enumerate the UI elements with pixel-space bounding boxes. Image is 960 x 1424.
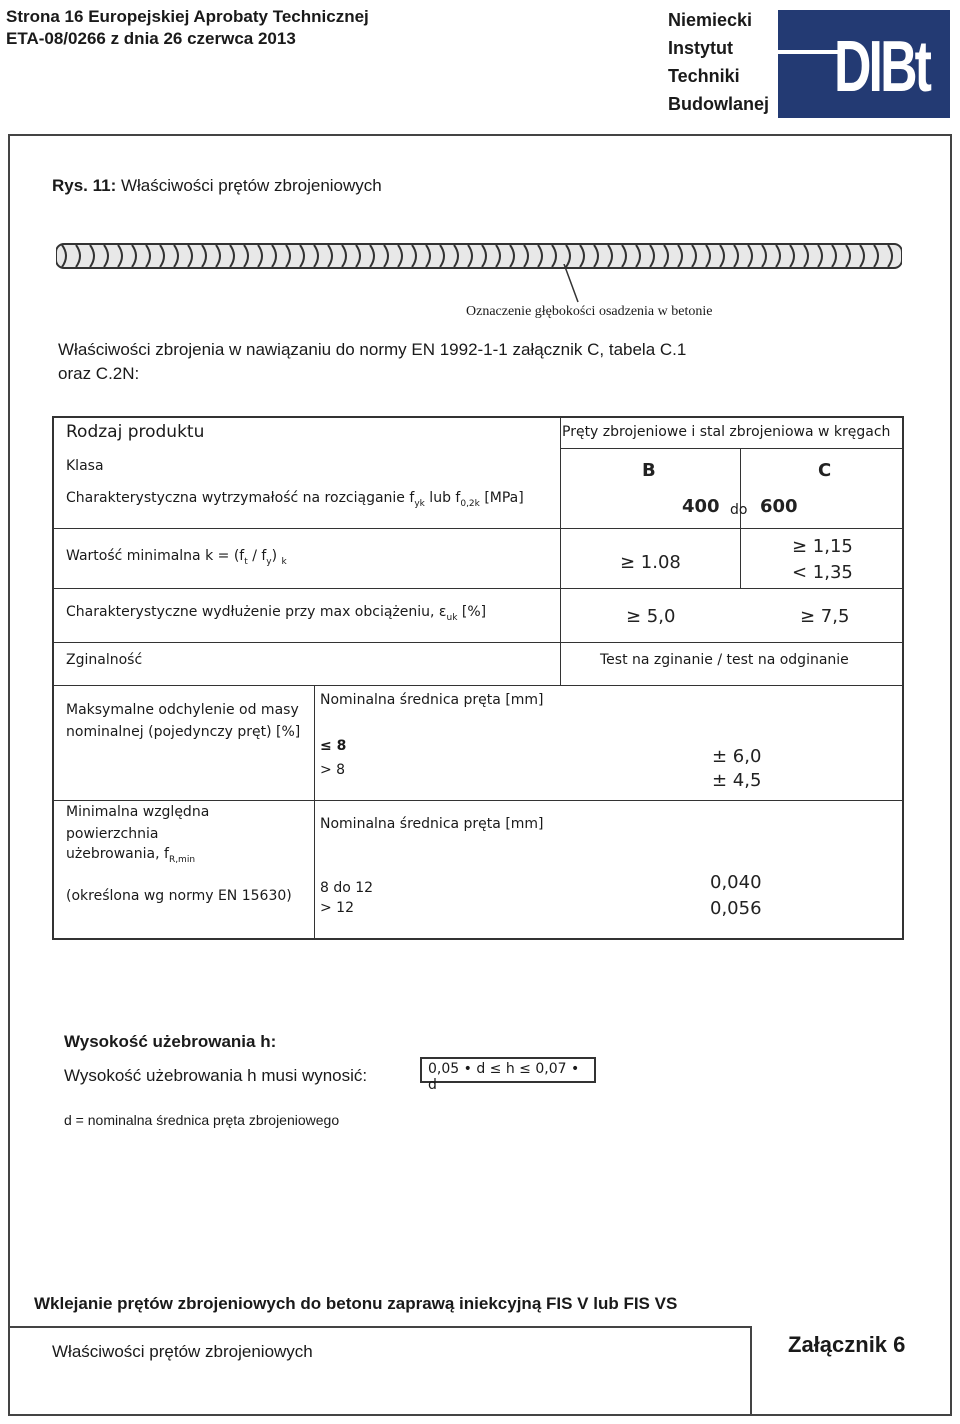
elongation-c: ≥ 7,5: [800, 606, 850, 627]
diameter-note: d = nominalna średnica pręta zbrojeniowego: [64, 1112, 340, 1128]
header-left: [6, 6, 369, 50]
institute-line-3: Techniki: [668, 66, 740, 86]
rebar-illustration: [56, 236, 902, 276]
k-value-c-max: < 1,35: [792, 562, 853, 583]
rebar-caption: Oznaczenie głębokości osadzenia w betonie: [466, 304, 713, 319]
mass-label-2: nominalnej (pojedynczy pręt) [%]: [66, 724, 301, 740]
rib-diameter-2: > 12: [320, 900, 354, 916]
strength-min: 400: [682, 496, 720, 517]
intro-text: Właściwości zbrojenia w nawiązaniu do normy EN 1992-1-1 załącznik C, tabela C.1 oraz C.2N:: [58, 340, 687, 383]
rib-label-3: użebrowania, $f_{R,min}$: [66, 846, 196, 865]
footer-separator: [8, 1326, 750, 1328]
k-value-c-min: ≥ 1,15: [792, 536, 853, 557]
institute-name: [668, 6, 769, 118]
mass-diameter-2: > 8: [320, 762, 346, 778]
dibt-logo: [778, 10, 950, 118]
strength-to-word: do: [730, 502, 748, 518]
class-label: Klasa: [66, 458, 104, 474]
figure-title: [52, 176, 382, 196]
rib-diameter-header: Nominalna średnica pręta [mm]: [320, 816, 544, 832]
rib-area-1: 0,040: [710, 872, 762, 893]
class-c: C: [818, 460, 832, 481]
figure-title-text: Właściwości prętów zbrojeniowych: [116, 176, 382, 195]
rib-label-1: Minimalna względna: [66, 804, 210, 820]
content-frame: [8, 134, 952, 1416]
mass-deviation-2: ± 4,5: [712, 770, 762, 791]
mass-deviation-1: ± 6,0: [712, 746, 762, 767]
footer-title: Wklejanie prętów zbrojeniowych do betonu zaprawą iniekcyjną FIS V lub FIS VS: [34, 1294, 678, 1313]
rib-diameter-1: 8 do 12: [320, 880, 374, 896]
annex-number: Załącznik 6: [788, 1332, 906, 1357]
elongation-label: Charakterystyczne wydłużenie przy max obciążeniu, $\varepsilon_{uk}$ [%]: [66, 604, 487, 623]
strength-label: Charakterystyczna wytrzymałość na rozciąganie $f_{yk}$ lub $f_{0,2k}$ [MPa]: [66, 490, 524, 509]
rib-height-heading: Wysokość użebrowania h:: [64, 1032, 277, 1051]
class-b: B: [642, 460, 656, 481]
bendability-value: Test na zginanie / test na odginanie: [600, 652, 849, 668]
rebar-body: [56, 244, 902, 268]
footer-subtitle: Właściwości prętów zbrojeniowych: [52, 1342, 313, 1361]
k-value-b: ≥ 1.08: [620, 552, 681, 573]
mass-diameter-1: ≤ 8: [320, 738, 347, 754]
logo-text: DIBt: [834, 27, 930, 107]
rib-height-formula: 0,05 • d ≤ h ≤ 0,07 • d: [420, 1057, 596, 1083]
institute-line-1: Niemiecki: [668, 10, 753, 30]
institute-line-2: Instytut: [668, 38, 733, 58]
k-label: Wartość minimalna $k = (f_t / f_y)$ $_k$: [66, 548, 287, 567]
logo-stripe: [778, 50, 840, 54]
header-page-line: Strona 16 Europejskiej Aprobaty Technicznej: [6, 7, 369, 26]
rib-area-2: 0,056: [710, 898, 762, 919]
elongation-b: ≥ 5,0: [626, 606, 676, 627]
product-type-header: Rodzaj produktu: [66, 422, 205, 442]
product-type-value: Pręty zbrojeniowe i stal zbrojeniowa w kręgach: [562, 424, 891, 440]
mass-label-1: Maksymalne odchylenie od masy: [66, 702, 299, 718]
rib-label-4: (określona wg normy EN 15630): [66, 888, 292, 904]
rib-label-2: powierzchnia: [66, 826, 159, 842]
institute-line-4: Budowlanej: [668, 94, 770, 114]
rebar-pointer: [556, 264, 596, 304]
bendability-label: Zginalność: [66, 652, 143, 668]
header-eta-line: ETA-08/0266 z dnia 26 czerwca 2013: [6, 29, 296, 48]
mass-diameter-header: Nominalna średnica pręta [mm]: [320, 692, 544, 708]
rib-height-line: Wysokość użebrowania h musi wynosić:: [64, 1066, 368, 1085]
footer-vertical-separator: [750, 1326, 752, 1416]
figure-label: Rys. 11:: [52, 176, 117, 195]
strength-max: 600: [760, 496, 798, 517]
